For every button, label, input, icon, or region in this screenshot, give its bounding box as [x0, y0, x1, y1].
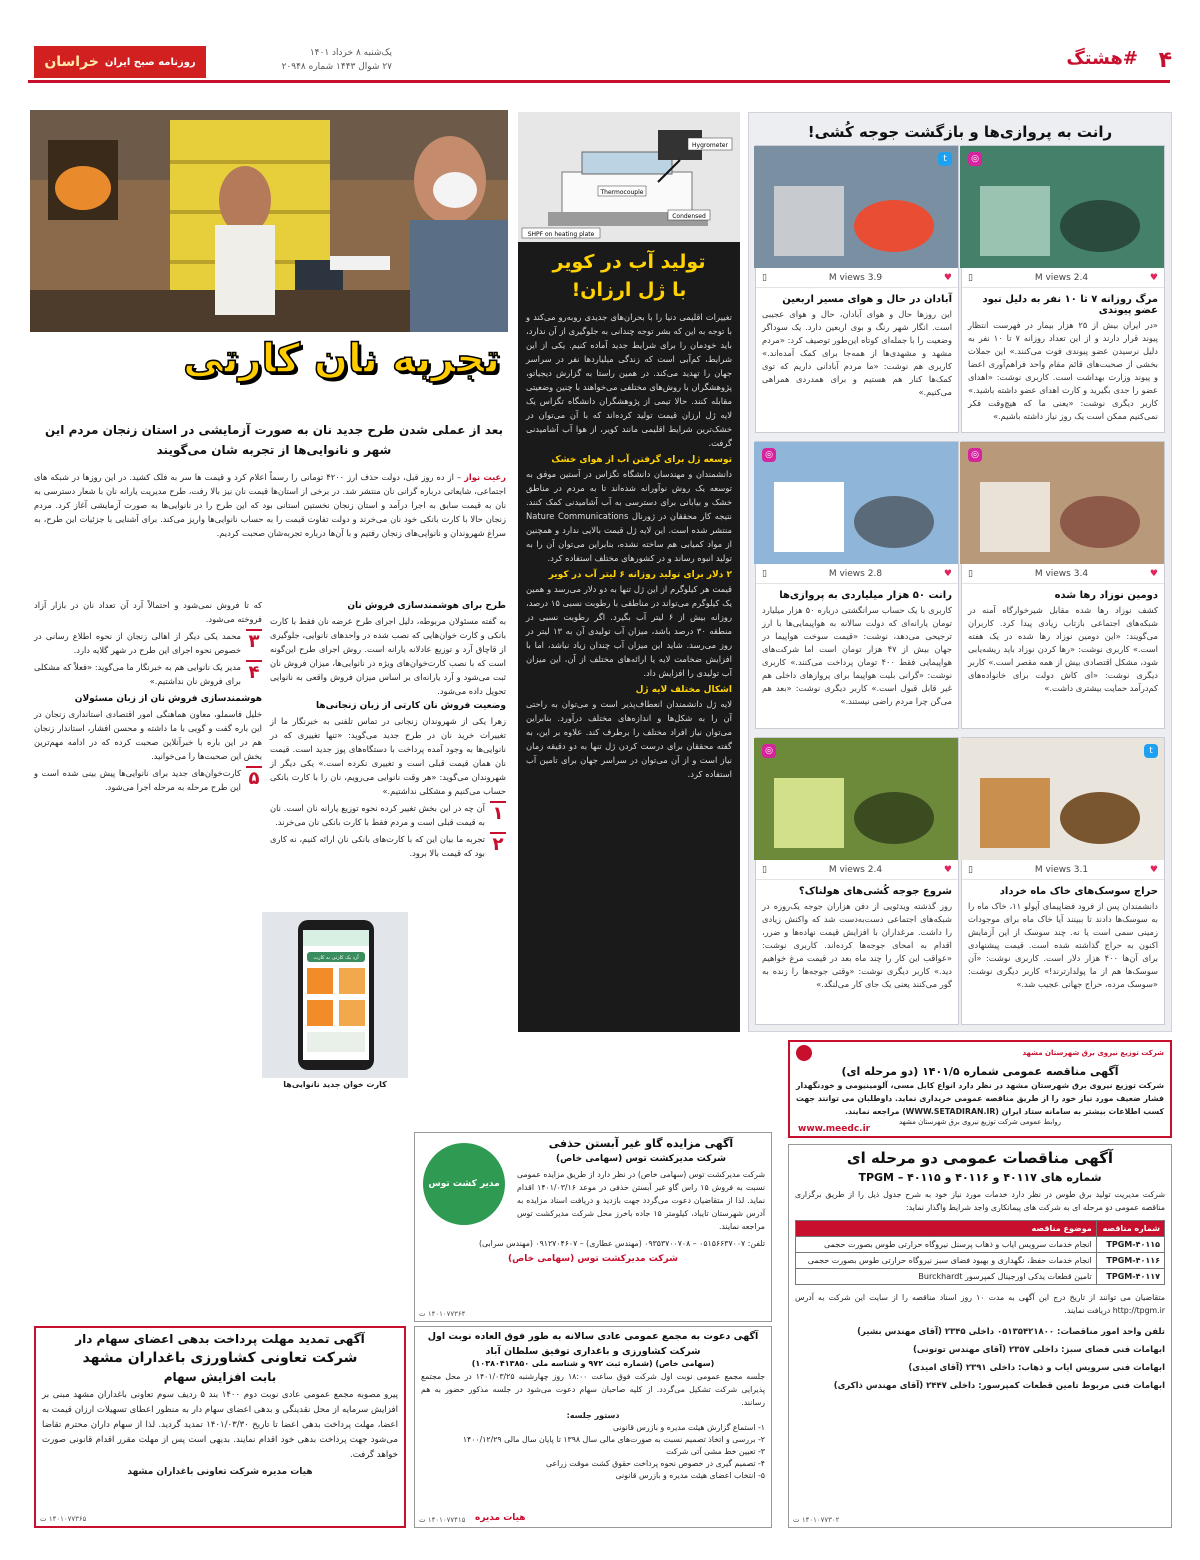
heart-icon[interactable]: ♥	[943, 864, 952, 875]
company-logo-icon	[796, 1045, 812, 1061]
company-logo: مدیر کشت توس	[423, 1143, 505, 1225]
paper-tagline: روزنامه صبح ایران	[104, 56, 196, 68]
dew-paragraph-1: دانشمندان و مهندسان دانشگاه تگزاس در آستین موفق به توسعه یک روش نوآورانه شده‌اند تا به مردم در مناطق خشک و بیابانی برای دسترسی به آب آشامیدنی کمک کنند. نتیجه کار محققان در ژورنال Nature Communications منتشر شده است. این لایه ژل قیمت بالایی ندارد و همچنین از مواد کمیابی هم ساخته نشده، بنابراین می‌توان آن را به تولید انبوه رساند و در کشورهای مختلف استفاده کرد.	[526, 469, 732, 563]
twitter-icon: t	[1144, 744, 1158, 758]
ad-url[interactable]: www.meedc.ir	[798, 1124, 871, 1134]
agenda-item: ۵- انتخاب اعضای هیئت مدیره و بازرس قانونی	[615, 1471, 765, 1480]
agenda-item: ۳- تعیین خط مشی آتی شرکت	[666, 1447, 765, 1456]
roundup-title: رانت به پروازی‌ها و بازگشت جوجه کُشی!	[807, 123, 1113, 141]
item-number: ۱	[490, 801, 506, 823]
contact-line: تلفن واحد امور مناقصات: ۰۵۱۳۵۴۲۱۸۰۰ داخلی ۲۳۴۵ (آقای مهندس بشیر)	[857, 1327, 1165, 1337]
views-count: 2.4 M views	[828, 864, 883, 875]
science-article	[518, 112, 740, 1032]
instagram-icon: ◎	[762, 448, 776, 462]
contact-line: ابهامات فنی مربوط تامین قطعات کمپرسور: داخلی ۲۴۴۷ (آقای مهندس ذاکری)	[833, 1381, 1165, 1391]
label-shpf: SHPF on heating plate	[527, 231, 595, 238]
agenda-item: ۱- استماع گزارش هیئت مدیره و بازرس قانونی	[612, 1423, 765, 1432]
social-card	[961, 737, 1165, 1025]
card-photo-art	[754, 146, 958, 268]
card-photo-art	[754, 738, 958, 860]
heart-icon[interactable]: ♥	[1149, 568, 1158, 579]
tender-subject: انجام خدمات حفظ، نگهداری و بهبود فضای سبز نیروگاه حرارتی طوس بصورت حجمی	[796, 1253, 1097, 1269]
page-number: ۴	[1158, 48, 1172, 73]
card-title: دومین نوزاد رها شده	[1054, 590, 1158, 601]
card-reader-photo	[262, 912, 408, 1078]
phone-button-label: آرد یک کارتی به کارت	[313, 955, 359, 961]
tender-subject: تامین قطعات یدکی اورجینال کمپرسور Burckhardt	[796, 1269, 1097, 1285]
item-text: کارت‌خوان‌های جدید برای نانوایی‌ها پیش بینی شده است و این طرح مرحله به مرحله اجرا می‌شود.	[34, 768, 241, 792]
ad-body: پیرو مصوبه مجمع عمومی عادی نوبت دوم ۱۴۰۰ بند ۵ ردیف سوم تعاونی باغداران مشهد مبنی بر افزایش سرمایه از محل نقدینگی و بدهی اعضای سهام دار به منظور اعطای تسهیلات ارزان قیمت به اعضا، مهلت پرداخت بدهی اعضا تا تاریخ ۱۴۰۱/۰۳/۳۰ تمدید گردید. لذا از سهام داران محترم تقاضا می‌شود جهت پرداخت بدهی خود اقدام نمایند. بدیهی است پس از مهلت مقرر اقدام قانونی صورت خواهد گرفت.	[42, 1390, 398, 1460]
dew-headline	[518, 242, 740, 310]
section-title: #هشتگ	[1066, 48, 1138, 69]
card-stats-bar	[756, 564, 958, 584]
ad-company: شرکت کشاورزی و باغداری توفیق سلطان آباد	[485, 1346, 701, 1357]
dew-headline-1: تولید آب در کویر	[552, 251, 706, 273]
ad-registration: (سهامی خاص) (شماره ثبت ۹۷۲ و شناسه ملی ۱۰۳۸۰۴۱۳۸۵۰)	[471, 1359, 715, 1368]
social-card	[755, 441, 959, 729]
tender-ad-tpgm	[788, 1144, 1172, 1528]
item-number: ۵	[246, 766, 262, 788]
dew-subhead-2: ۲ دلار برای تولید روزانه ۶ لیتر آب در کویر	[548, 570, 732, 580]
bookmark-icon[interactable]: ▯	[762, 568, 767, 579]
ad-body: شرکت مدیرکشت توس (سهامی خاص) در نظر دارد از طریق مزایده عمومی نسبت به فروش ۱۵ راس گاو غیر آبستن حذفی در موعد ۱۴۰۱/۰۳/۱۶ اقدام نماید. لذا از متقاضیان دعوت می‌گردد جهت بازدید و دریافت اسناد مزایده به آدرس شهرستان تایباد، کیلومتر ۱۵ جاده باخرز محل شرکت مدیرکشت توس مراجعه نمایند.	[517, 1170, 765, 1231]
lead-text: – از ده روز قبل، دولت حذف ارز ۴۲۰۰ تومانی را رسماً اعلام کرد و قیمت ها سر به فلک کشید. در این روزها در شبکه های اجتماعی، شایعاتی درباره گرانی نان منتشر شد. در برخی از استان‌ها قیمت نان نیز بالا رفت، طرح مدیریت یارانه نان با شعار دسترسی به نان به قیمت سابق به اجرا درآمد و استان زنجان نخستین استانی بود که این طرح را در نانوایی‌ها به صورت آزمایشی آغاز کرد. مردم زنجان حالا با کارت بانکی خود نان می‌خرند و دولت تفاوت قیمت را به حساب نانوایی‌ها واریز می‌کند. برای آشنایی با جزئیات این طرح، به سراغ شهروندان و نانوایی‌های زنجان رفتیم و با آن‌ها درباره تجربه‌شان صحبت کردیم.	[34, 472, 506, 538]
hygrometer-photo	[518, 112, 740, 242]
contact-line: ابهامات فنی فضای سبز: داخلی ۲۳۵۷ (آقای مهندس توتونی)	[913, 1345, 1165, 1355]
heart-icon[interactable]: ♥	[943, 568, 952, 579]
views-count: 2.4 M views	[1034, 272, 1089, 283]
dew-subhead-3: اشکال مختلف لایه ژل	[635, 685, 732, 695]
instagram-icon: ◎	[968, 448, 982, 462]
ad-code: ۱۴۰۱۰۷۷۳۶۴ ت	[419, 1310, 466, 1318]
item-number: ۳	[246, 629, 262, 651]
social-roundup	[748, 112, 1172, 1032]
company-name: شرکت توزیع نیروی برق شهرستان مشهد	[1022, 1049, 1164, 1057]
label-hygrometer: Hygrometer	[692, 142, 728, 149]
card-photo	[962, 738, 1164, 860]
item-number: ۲	[490, 832, 506, 854]
card-title: آبادان در حال و هوای مسیر اربعین	[782, 294, 952, 305]
ad-code: ۱۴۰۱۰۷۷۳۰۲ ت	[793, 1516, 840, 1524]
card-stats-bar	[962, 860, 1164, 880]
social-card	[755, 737, 959, 1025]
photo-caption: کارت خوان جدید نانوایی‌ها	[283, 1080, 387, 1089]
agenda-item: ۴- تصمیم گیری در خصوص نحوه پرداخت حقوق کشت موقت زراعی	[545, 1459, 765, 1468]
column-header-number: شماره مناقصه	[1096, 1221, 1164, 1237]
lead-paragraph	[34, 470, 506, 540]
agenda-title: دستور جلسه:	[566, 1411, 620, 1420]
dew-paragraph-3: لایه ژل دانشمندان انعطاف‌پذیر است و می‌توان به راحتی آن را به شکل‌ها و اندازه‌های مختلف درآورد. بنابراین می‌توان نیاز افراد مختلف را برطرف کند. علاوه بر این، به گفته محققان برای درست کردن ژل تنها به دو دقیقه زمان نیاز است و از آن می‌توان در سراسر جهان برای تامین آب استفاده کرد.	[526, 699, 732, 779]
numbered-item	[270, 801, 506, 829]
bookmark-icon[interactable]: ▯	[968, 568, 973, 579]
label-thermocouple: Thermocouple	[600, 189, 644, 196]
shares-ad	[34, 1326, 406, 1528]
bookmark-icon[interactable]: ▯	[762, 864, 767, 875]
heart-icon[interactable]: ♥	[1149, 272, 1158, 283]
bread-column-2	[34, 598, 262, 797]
bookmark-icon[interactable]: ▯	[968, 864, 973, 875]
agenda-list	[415, 1422, 771, 1482]
numbered-item	[34, 766, 262, 794]
bread-subhead-2: وضعیت فروش نان کارتی از زبان زنجانی‌ها	[315, 701, 506, 711]
column-header-subject: موضوع مناقصه	[796, 1221, 1097, 1237]
ad-title: آگهی دعوت به مجمع عمومی عادی سالانه به طور فوق العاده نوبت اول	[427, 1331, 759, 1342]
ad-body: جلسه مجمع عمومی نوبت اول شرکت فوق ساعت ۱۸:۰۰ روز چهارشنبه ۱۴۰۱/۰۳/۲۵ در محل مجتمع پذیرایی شرکت تشکیل می‌گردد. از کلیه صاحبان سهام دعوت می‌شود در جلسه مذکور حضور به هم رسانند.	[421, 1372, 765, 1407]
bread-paragraph-1: به گفته مسئولان مربوطه، دلیل اجرای طرح عرضه نان فقط با کارت بانکی و کارت خوان‌هایی که نصب شده در واحدهای نانوایی، جلوگیری از قاچاق آرد و توزیع عادلانه یارانه است. روش اجرای طرح این‌گونه است که با نصب کارت‌خوان‌های ویژه در نانوایی‌ها، میزان فروش نان ثبت می‌شود و آرد یارانه‌ای بر اساس میزان فروش واقعی به نانوایی تحویل داده می‌شود.	[270, 616, 506, 696]
views-count: 3.9 M views	[828, 272, 883, 283]
ad-subject: بابت افزایش سهام	[163, 1370, 277, 1384]
bread-col2-p2: خلیل فاسملو، معاون هماهنگی امور اقتصادی استانداری زنجان در این باره گفت و گویی با ما داشته و محسن افشار، استاندار زنجان هم در این باره با خبرآنلاین صحبت کرده که در ادامه مهم‌ترین بخش این صحبت‌ها را می‌خوانید.	[34, 709, 262, 761]
ad-code: ۱۴۰۱۰۷۷۳۶۵ ت	[40, 1515, 87, 1523]
table-row	[796, 1269, 1165, 1285]
agenda-item: ۲- بررسی و اتخاذ تصمیم نسبت به صورت‌های مالی سال ۱۳۹۸ تا پایان سال مالی ۱۴۰۰/۱۲/۲۹	[462, 1435, 765, 1444]
ad-code: ۱۴۰۱۰۷۷۴۱۵ ت	[419, 1516, 466, 1524]
bread-paragraph-2: زهرا یکی از شهروندان زنجانی در تماس تلفنی به خبرنگار ما از تغییرات خرید نان در طرح جدید می‌گوید: «تنها تغییری که در نانوایی‌ها به وجود آمده پرداخت با دستگاه‌های پوز جدید است. قیمت نان همان قیمت قبلی است و تغییری نکرده است.» یکی دیگر از شهروندان می‌گوید: «هر وقت نانوایی می‌رویم، نان را با کارت بانکی حساب می‌کنیم و مشکلی نداشتیم.»	[270, 716, 506, 796]
bookmark-icon[interactable]: ▯	[762, 272, 767, 283]
card-title: مرگ روزانه ۷ تا ۱۰ نفر به دلیل نبود عضو پیوندی	[982, 294, 1158, 316]
card-photo-art	[754, 442, 958, 564]
card-stats-bar	[962, 268, 1164, 288]
paper-name: خراسان	[44, 54, 99, 70]
dew-subhead-1: توسعه ژل برای گرفتن آب از هوای خشک	[551, 455, 732, 465]
tender-number: TPGM-۴۰۱۱۵	[1096, 1237, 1164, 1253]
tender-number: TPGM-۴۰۱۱۷	[1096, 1269, 1164, 1285]
auction-ad	[414, 1132, 772, 1322]
item-text: مدیر یک نانوایی هم به خبرنگار ما می‌گوید: «فعلاً که مشکلی برای فروش نان نداشتیم.»	[34, 662, 241, 686]
heart-icon[interactable]: ♥	[943, 272, 952, 283]
tender-subject: انجام خدمات سرویس ایاب و ذهاب پرسنل نیروگاه حرارتی طوس بصورت حجمی	[796, 1237, 1097, 1253]
card-text: این روزها حال و هوای آبادان، حال و هوای عجیبی است. انگار شهر رنگ و بوی اربعین دارد. یک سوداگر وضعیت را با جمله‌ای کوتاه این‌طور توصیف کرد: «مردم مشهد و مشهدی‌ها از همه‌جا برای کمک آمده‌اند.» کاربری هم نوشت: «ما مردم آبادانی داریم که توی کمک‌ها کنار هم هستیم و برای همدردی همراهی می‌کنیم.»	[762, 309, 952, 397]
views-count: 2.8 M views	[828, 568, 883, 579]
masthead	[0, 0, 1200, 92]
item-text: محمد یکی دیگر از اهالی زنجان از نحوه اطلاع رسانی در خصوص نحوه اجرای این طرح در شهر گلایه دارد.	[34, 631, 241, 655]
ad-footer: روابط عمومی شرکت توزیع نیروی برق شهرستان مشهد	[899, 1118, 1061, 1126]
lab-setup-illustration	[518, 112, 740, 242]
paper-logo	[34, 46, 206, 78]
dateline	[212, 46, 392, 74]
table-header	[796, 1221, 1165, 1237]
card-text: کاربری با یک حساب سرانگشتی درباره ۵۰ هزار میلیارد تومان یارانه‌ای که دولت سالانه به هواپیمایی‌ها با ارز ترجیحی می‌دهد، نوشت: «قیمت سوخت هواپیما در جهان بیش از ۴۷ هزار تومان است اما شرکت‌های هواپیمایی فقط ۴۰۰ تومان پرداخت می‌کنند.» کاربری نوشت: «گرانی بلیت هواپیما برای پروازهای داخلی هم غیر قابل قبول است.» کاربر دیگری نوشت: «بعد هم می‌گن چرا مردم راضی نیستند.»	[762, 605, 952, 706]
ad-company: شرکت تعاونی کشاورزی باغداران مشهد	[82, 1350, 358, 1366]
ad-company: شرکت مدیرکشت توس (سهامی خاص)	[556, 1154, 726, 1164]
tender-table	[795, 1220, 1165, 1285]
card-photo-art	[960, 146, 1164, 268]
card-title: شروع جوجه کُشی‌های هولناک؟	[798, 886, 952, 897]
main-headline: تجربه نان کارتی	[183, 336, 500, 382]
contact-line: ابهامات فنی سرویس ایاب و ذهاب: داخلی ۲۳۹۱ (آقای امیدی)	[908, 1363, 1165, 1373]
views-count: 3.4 M views	[1034, 568, 1089, 579]
card-text: کشف نوزاد رها شده مقابل شیرخوارگاه آمنه در شبکه‌های اجتماعی بازتاب زیادی پیدا کرد. کاربران می‌گویند: «این دومین نوزاد رها شده در یک هفته است.» کاربری نوشت: «رها کردن نوزاد باید ریشه‌یابی شود، مشکل اقتصادی بیش از همه مقصر است.» کاربر دیگری نوشت: «ای کاش دولت برای خانواده‌های کم‌درآمد حمایت بیشتری داشت.»	[968, 605, 1158, 693]
card-photo	[756, 442, 958, 564]
heart-icon[interactable]: ♥	[1149, 864, 1158, 875]
card-text: روز گذشته ویدئویی از دفن هزاران جوجه یک‌روزه در شبکه‌های اجتماعی دست‌به‌دست شد که واکنش زیادی را داشت. مرغداران با افزایش قیمت نهاده‌ها و ضرر، اقدام به امحای جوجه‌ها کرده‌اند. کاربری نوشت: «عواقب این کار را چند ماه بعد در قیمت مرغ خواهیم دید.» کاربر دیگری نوشت: «وقتی جوجه‌ها را زنده به گور می‌کنند یعنی یک جای کار می‌لنگد.»	[762, 901, 952, 989]
ad-contact: تلفن: ۰۵۱۵۶۶۳۷۰۰۷ – ۰۹۳۵۳۷۰۰۷۰۸ (مهندس عطاری) – ۰۹۱۲۷۰۴۶۰۷ (مهندس سرابی)	[478, 1239, 765, 1248]
date-line-2: ۲۷ شوال ۱۴۴۳ شماره ۲۰۹۴۸	[281, 62, 392, 72]
ad-title: آگهی مزایده گاو غیر آبستن حذفی	[548, 1137, 734, 1150]
phone-app-illustration	[262, 912, 408, 1078]
instagram-icon: ◎	[968, 152, 982, 166]
label-condensed: Condensed	[672, 213, 706, 220]
bakery-photo	[30, 110, 508, 332]
card-text: «در ایران بیش از ۲۵ هزار بیمار در فهرست انتظار پیوند قرار دارند و از این تعداد روزانه ۷ تا ۱۰ نفر به دلیل نرسیدن عضو پیوندی فوت می‌کنند.» این جملات بخشی از صحبت‌های قائم مقام واحد فراهم‌آوری اعضا و پیوند وزارت بهداشت است. کاربری نوشت: «اهدای عضو را جدی بگیرید و کارت اهدای عضو داشته باشید.» کاربر دیگری نوشت: «یعنی ما که هیچ‌وقت فکر نمی‌کنیم ممکن است یک روز نیاز داشته باشیم.»	[968, 320, 1158, 421]
bread-col2-p1: که تا فروش نمی‌شود و احتمالاً آرد آن تعداد نان در بازار آزاد فروخته می‌شود.	[34, 600, 262, 624]
social-card	[961, 145, 1165, 433]
ad-title: آگهی مناقصه عمومی شماره ۱۴۰۱/۵ (دو مرحله ای)	[841, 1065, 1119, 1078]
tender-number: TPGM-۴۰۱۱۶	[1096, 1253, 1164, 1269]
contact-list	[789, 1317, 1171, 1401]
ad-intro: شرکت مدیریت تولید برق طوس در نظر دارد خدمات مورد نیاز خود به شرح جدول ذیل را از طریق برگزاری مناقصه عمومی دو مرحله ای به شرکت های پیمانکاری واجد شرایط واگذار نماید:	[795, 1190, 1165, 1212]
date-line-1: یک‌شنبه ۸ خرداد ۱۴۰۱	[309, 48, 392, 58]
numbered-item	[34, 660, 262, 688]
numbered-item	[34, 629, 262, 657]
dew-paragraph-2: قیمت هر کیلوگرم از این ژل تنها به دو دلار می‌رسد و همین یک کیلوگرم می‌تواند در مناطقی با رطوبت نسبی ۱۵ درصد، روزانه بیش از ۶ لیتر آب بگیرد. اگر رطوبت نسبی در منطقه ۳۰ درصد باشد، میزان آب تولیدی آن به ۱۳ لیتر در روز می‌رسد. شاید این میزان آب چندان زیاد نباشد، اما با افزایش ضخامت لایه یا ارائه‌های مختلف از آن، این میزان آب تولیدی را افزایش داد.	[526, 584, 732, 678]
card-photo-art	[960, 442, 1164, 564]
card-text: دانشمندان پس از فرود فضاپیمای آپولو ۱۱، خاک ماه را به سوسک‌ها دادند تا ببینند آیا خاک ماه برای موجودات زمینی سمی است یا نه. چند سوسک از این آزمایش اکنون به حراج گذاشته شده است. قیمت پیشنهادی برای آن‌ها ۴۰۰ هزار دلار است. کاربری نوشت: «آن سوسک‌ها هم از ما پولدارترند!» کاربر دیگری نوشت: «سوسک مرده، حراج جهانی عجیب شد.»	[968, 901, 1158, 989]
card-title: رانت ۵۰ هزار میلیاردی به پروازی‌ها	[779, 590, 952, 601]
ad-title: آگهی مناقصات عمومی دو مرحله ای	[846, 1149, 1114, 1167]
ad-title: آگهی تمدید مهلت پرداخت بدهی اعضای سهام دار	[75, 1332, 365, 1346]
table-row	[796, 1253, 1165, 1269]
ad-signer: هیات مدیره	[475, 1513, 526, 1523]
bread-column-1	[270, 598, 506, 863]
dew-headline-2: با ژل ارزان!	[571, 279, 687, 301]
card-stats-bar	[756, 268, 958, 288]
card-photo	[962, 442, 1164, 564]
ad-note: متقاضیان می توانند از تاریخ درج این آگهی به مدت ۱۰ روز اسناد مناقصه را از سایت این شرکت به آدرس http://tpgm.ir دریافت نمایند.	[795, 1293, 1165, 1315]
bread-subhead-3: هوشمندسازی فروش نان از زبان مسئولان	[74, 694, 262, 704]
card-photo	[756, 146, 958, 268]
instagram-icon: ◎	[762, 744, 776, 758]
card-photo	[962, 146, 1164, 268]
tender-ad-electric	[788, 1040, 1172, 1138]
masthead-rule	[28, 80, 1170, 83]
card-photo-art	[960, 738, 1164, 860]
bread-subhead-1: طرح برای هوشمندسازی فروش نان	[347, 601, 506, 611]
assembly-ad	[414, 1326, 772, 1528]
ad-signer: شرکت مدیرکشت توس (سهامی خاص)	[508, 1254, 678, 1264]
dew-intro: تغییرات اقلیمی دنیا را با بحران‌های جدیدی روبه‌رو می‌کند و با توجه به این که بشر توجه چندانی به جلوگیری از آن ندارد، باید خودمان را برای شرایط جدید آماده کنیم. یکی از این شرایط، کم‌آبی است که زندگی میلیاردها نفر در سراسر جهان را تهدید می‌کند. در همین راستا به گزارش دیجیاتو، پژوهشگران با روش‌های مختلفی می‌خواهند با چنین وضعیتی مقابله کنند. حالا تیمی از پژوهشگران دانشگاه تگزاس یک لایه ژل ارزان قیمت تولید کرده‌اند که با آن می‌توان در خشک‌ترین شرایط اقلیمی مانند کویر، از هوا آب آشامیدنی گرفت.	[526, 312, 732, 448]
tender-table-wrap	[789, 1214, 1171, 1291]
numbered-item	[270, 832, 506, 860]
main-subheadline: بعد از عملی شدن طرح جدید نان به صورت آزمایشی در استان زنجان مردم این شهر و نانوایی‌ها از تجربه شان می‌گویند	[44, 423, 504, 457]
ad-signer: هیات مدیره شرکت تعاونی باغداران مشهد	[127, 1467, 313, 1477]
ad-subtitle: شماره های ۴۰۱۱۷ و ۴۰۱۱۶ و ۴۰۱۱۵ – TPGM	[858, 1171, 1102, 1184]
item-text: تجربه ما بیان این که با کارت‌های بانکی نان ارائه کنیم، نه کاری بود که قیمت بالا برود.	[270, 834, 485, 858]
card-photo	[756, 738, 958, 860]
social-card	[961, 441, 1165, 729]
bakery-scene	[30, 110, 508, 332]
ad-body: شرکت توزیع نیروی برق شهرستان مشهد در نظر دارد انواع کابل مسی، آلومینیومی و خودنگهدار فشار ضعیف مورد نیاز خود را از طریق مناقصه عمومی خریداری نماید. داوطلبان می توانند جهت کسب اطلاعات بیشتر به سامانه ستاد ایران (WWW.SETADIRAN.IR) مراجعه نمایند.	[796, 1081, 1164, 1116]
item-text: آن چه در این بخش تغییر کرده نحوه توزیع یارانه نان است. نان به قیمت قبلی است و مردم فقط با کارت بانکی نان می‌خرند.	[270, 803, 485, 827]
item-number: ۴	[246, 660, 262, 682]
card-stats-bar	[962, 564, 1164, 584]
views-count: 3.1 M views	[1034, 864, 1089, 875]
bookmark-icon[interactable]: ▯	[968, 272, 973, 283]
card-stats-bar	[756, 860, 958, 880]
table-row	[796, 1237, 1165, 1253]
twitter-icon: t	[938, 152, 952, 166]
card-title: حراج سوسک‌های خاک ماه خرداد	[999, 886, 1158, 897]
byline: رعیت نواز	[464, 472, 506, 482]
social-card	[755, 145, 959, 433]
